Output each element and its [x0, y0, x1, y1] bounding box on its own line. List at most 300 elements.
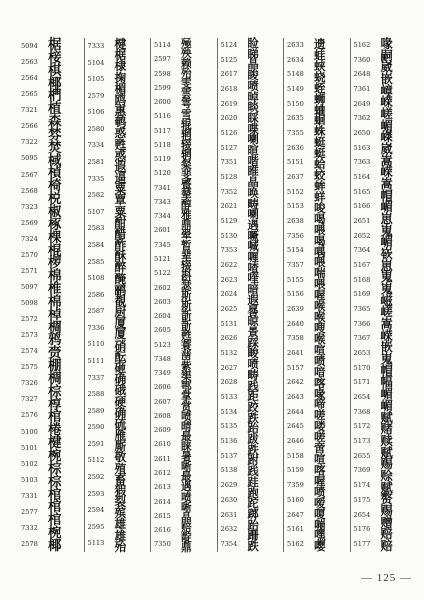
- character-glyph: 嵯: [380, 305, 393, 320]
- character-glyph: 棣: [114, 59, 127, 74]
- character-glyph: 睐: [181, 441, 192, 454]
- character-glyph: 喇: [247, 133, 259, 147]
- code-number: 7361: [353, 85, 371, 94]
- character-glyph: 棵: [48, 229, 62, 246]
- character-glyph: 暄: [247, 144, 259, 158]
- code-number: 2577: [21, 507, 38, 516]
- column-block: [218, 38, 285, 552]
- character-glyph: 嗟: [314, 430, 326, 445]
- character-glyph: 植: [48, 101, 62, 118]
- code-number: 2618: [220, 85, 238, 94]
- code-number: 2591: [87, 439, 105, 448]
- code-number: 2608: [154, 411, 171, 420]
- character-glyph: 嵋: [380, 398, 393, 413]
- character-glyph: 嵚: [380, 247, 393, 262]
- character-glyph: 赋: [380, 445, 393, 460]
- character-glyph: 喑: [314, 364, 326, 379]
- character-glyph: 嵋: [380, 387, 393, 402]
- code-number: 2635: [287, 114, 304, 123]
- character-glyph: 嵩: [380, 153, 393, 168]
- character-glyph: 粟: [114, 182, 127, 197]
- character-glyph: 最: [181, 431, 192, 444]
- character-glyph: 崽: [380, 258, 393, 273]
- character-glyph: 蛑: [314, 178, 326, 193]
- character-glyph: 确: [114, 372, 127, 387]
- character-glyph: 棁: [48, 191, 62, 208]
- character-glyph: 践: [247, 465, 259, 479]
- character-glyph: 睇: [247, 47, 259, 61]
- code-number: 5114: [154, 41, 171, 49]
- character-glyph: 遐: [114, 159, 127, 174]
- character-glyph: 啼: [314, 397, 326, 412]
- character-list: [48, 38, 84, 552]
- character-glyph: 喔: [314, 288, 326, 303]
- code-number: 7362: [353, 114, 371, 123]
- character-glyph: 晰: [181, 461, 192, 474]
- character-glyph: 雪: [181, 108, 192, 121]
- code-number: 5130: [220, 231, 238, 240]
- code-number: 5108: [87, 274, 105, 283]
- code-number: 2599: [154, 83, 171, 92]
- character-glyph: 赎: [380, 433, 393, 448]
- code-number: 5149: [287, 85, 304, 94]
- character-glyph: 赔: [380, 527, 393, 542]
- character-glyph: 距: [247, 390, 259, 404]
- code-number: 7366: [353, 319, 371, 328]
- character-glyph: 嵌: [380, 72, 393, 87]
- character-glyph: 嵋: [380, 235, 393, 250]
- code-number: 5175: [353, 495, 371, 504]
- character-list: [314, 38, 350, 552]
- code-number: 7343: [154, 197, 171, 206]
- code-number: 2647: [287, 510, 304, 519]
- code-number: 2631: [220, 510, 238, 519]
- character-glyph: 棺: [48, 486, 62, 503]
- code-number: 7334: [87, 141, 105, 150]
- character-glyph: 确: [114, 405, 127, 420]
- code-number: 5110: [87, 340, 105, 349]
- code-number: 5162: [353, 41, 371, 49]
- code-number: 2581: [87, 158, 105, 167]
- code-number: 7336: [87, 323, 105, 332]
- character-glyph: 惑: [114, 126, 127, 141]
- character-glyph: 硫: [114, 416, 127, 431]
- code-number: 5105: [87, 75, 105, 84]
- character-glyph: 蛟: [314, 168, 326, 183]
- code-number: 2646: [287, 437, 304, 446]
- character-glyph: 赠: [380, 515, 393, 530]
- code-number: 5103: [21, 475, 38, 484]
- character-glyph: 醉: [114, 260, 127, 275]
- character-glyph: 辇: [181, 189, 192, 202]
- code-number: 2650: [353, 129, 371, 138]
- character-glyph: 雲: [181, 88, 192, 101]
- code-number: 5100: [21, 427, 38, 436]
- code-number: 5128: [220, 173, 238, 182]
- code-number: 2603: [154, 297, 171, 306]
- character-glyph: 畴: [247, 368, 259, 382]
- character-glyph: 椀: [48, 448, 62, 464]
- character-glyph: 遇: [181, 481, 192, 494]
- character-glyph: 厦: [114, 316, 127, 331]
- code-number: 7326: [21, 379, 38, 388]
- code-number: 2582: [87, 191, 105, 200]
- character-glyph: 嵩: [380, 177, 393, 192]
- code-number: 5111: [87, 356, 105, 365]
- character-glyph: 厮: [114, 439, 127, 454]
- character-glyph: 裂: [114, 495, 127, 510]
- character-glyph: 惑: [114, 148, 127, 163]
- character-code-table: [18, 38, 416, 552]
- character-glyph: 喂: [314, 277, 326, 292]
- character-glyph: 喇: [247, 208, 259, 222]
- code-number: 2590: [87, 423, 105, 432]
- character-glyph: 赔: [380, 538, 393, 553]
- code-number: 2639: [287, 305, 304, 314]
- code-number: 2565: [21, 90, 38, 99]
- code-number: 5162: [287, 539, 304, 548]
- code-number: 5117: [154, 126, 171, 135]
- code-number: 2572: [21, 315, 38, 324]
- code-number: 2563: [21, 58, 38, 67]
- code-number: 2570: [21, 250, 38, 259]
- code-number: 7359: [287, 481, 304, 490]
- character-list: [248, 38, 284, 552]
- character-glyph: 殛: [181, 38, 192, 50]
- character-glyph: 酥: [114, 249, 127, 264]
- character-glyph: 榘: [181, 370, 192, 383]
- character-glyph: 殃: [181, 48, 192, 61]
- code-number: 7357: [287, 261, 304, 270]
- code-number: 5132: [220, 349, 238, 358]
- code-number: 2623: [220, 275, 238, 284]
- character-glyph: 啻: [314, 441, 326, 456]
- character-glyph: 喱: [247, 251, 259, 265]
- code-number: 5167: [353, 261, 371, 270]
- code-number: 5166: [353, 202, 371, 211]
- character-glyph: 椒: [48, 203, 62, 220]
- character-glyph: 嗣: [380, 48, 393, 63]
- code-number: 5120: [154, 169, 171, 178]
- character-glyph: 嵋: [380, 118, 393, 133]
- character-glyph: 森: [48, 114, 62, 131]
- character-glyph: 蛤: [314, 157, 326, 172]
- code-number: 5101: [21, 443, 38, 452]
- character-glyph: 唤: [247, 186, 259, 200]
- code-number: 2573: [21, 331, 38, 340]
- code-number: 2616: [154, 526, 171, 535]
- code-number: 7327: [21, 395, 38, 404]
- character-glyph: 嵘: [380, 328, 393, 343]
- code-number: 2566: [21, 122, 38, 131]
- code-number: 5104: [87, 58, 105, 67]
- code-number: 2578: [21, 539, 38, 548]
- character-glyph: 喷: [247, 79, 259, 93]
- code-number: 5159: [287, 466, 304, 475]
- character-glyph: 跌: [247, 443, 259, 457]
- character-glyph: 椅: [48, 178, 62, 195]
- character-glyph: 蓑: [181, 340, 192, 353]
- character-glyph: 崴: [380, 142, 393, 157]
- code-number: 2589: [87, 406, 105, 415]
- code-number: 5135: [220, 422, 238, 431]
- character-glyph: 喉: [314, 331, 326, 346]
- character-glyph: 蛛: [314, 124, 326, 139]
- character-glyph: 楗: [114, 37, 127, 51]
- code-number: 2587: [87, 307, 105, 316]
- character-list: [381, 38, 417, 552]
- code-number: 2600: [154, 98, 171, 107]
- character-glyph: 晰: [181, 501, 192, 514]
- character-glyph: 甦: [181, 330, 192, 343]
- code-number: 2625: [220, 305, 238, 314]
- character-glyph: 酝: [114, 349, 127, 364]
- character-glyph: 斐: [181, 169, 192, 182]
- character-glyph: 椎: [48, 281, 62, 298]
- character-glyph: 棉: [48, 293, 62, 310]
- character-glyph: 辈: [181, 249, 192, 262]
- code-number: 7331: [21, 491, 38, 500]
- character-glyph: 甦: [114, 137, 127, 152]
- character-glyph: 睒: [247, 101, 259, 115]
- character-list: [181, 38, 217, 552]
- code-number: 2619: [220, 99, 238, 108]
- character-glyph: 赋: [380, 480, 393, 495]
- code-number: 7322: [21, 138, 38, 147]
- code-number: 2649: [353, 99, 371, 108]
- character-glyph: 椀: [48, 525, 62, 542]
- character-glyph: 赘: [380, 492, 393, 507]
- code-number: 5168: [353, 275, 371, 284]
- character-glyph: 辊: [181, 118, 192, 131]
- character-glyph: 硪: [114, 383, 127, 398]
- code-number: 5136: [220, 437, 238, 446]
- character-glyph: 逼: [114, 171, 127, 186]
- character-glyph: 斮: [181, 310, 192, 323]
- code-number: 2593: [87, 489, 105, 498]
- code-number: 7335: [87, 174, 105, 183]
- character-glyph: 唆: [314, 200, 326, 215]
- character-glyph: 蹙: [181, 179, 192, 192]
- character-glyph: 崽: [380, 212, 393, 227]
- code-number: 2651: [353, 217, 371, 226]
- character-glyph: 瑟: [181, 279, 192, 292]
- code-number: 7369: [353, 466, 371, 475]
- code-number: 7345: [154, 240, 171, 249]
- character-glyph: 遐: [247, 293, 259, 307]
- character-glyph: 雄: [114, 517, 127, 532]
- code-number: 2610: [154, 440, 171, 449]
- character-glyph: 喀: [314, 375, 326, 390]
- code-number: 5172: [353, 422, 371, 431]
- character-glyph: 喉: [314, 299, 326, 314]
- character-glyph: 喔: [314, 473, 326, 488]
- code-number: 5153: [287, 202, 304, 211]
- character-glyph: 暂: [181, 239, 192, 252]
- character-glyph: 蛲: [314, 69, 326, 84]
- character-glyph: 睬: [247, 111, 259, 125]
- code-number: 7348: [154, 354, 171, 363]
- character-glyph: 厦: [114, 327, 127, 342]
- code-number: 2586: [87, 290, 105, 299]
- character-glyph: 喝: [314, 211, 326, 226]
- code-number: 2605: [154, 326, 171, 335]
- code-number: 7358: [287, 334, 304, 343]
- column-block: [351, 38, 417, 552]
- character-glyph: 赋: [380, 410, 393, 425]
- character-glyph: 敬: [114, 450, 127, 465]
- character-glyph: 遇: [247, 218, 259, 232]
- code-number: 5152: [287, 187, 304, 196]
- code-number: 2638: [287, 217, 304, 226]
- character-glyph: 嵬: [380, 223, 393, 238]
- character-glyph: 嘤: [314, 539, 326, 554]
- character-glyph: 喷: [181, 410, 192, 423]
- code-number: 2598: [154, 69, 171, 78]
- character-glyph: 粟: [114, 204, 127, 219]
- character-glyph: 赖: [181, 58, 192, 71]
- code-number: 7356: [287, 231, 304, 240]
- character-glyph: 雄: [114, 528, 127, 543]
- code-number: 5176: [353, 525, 371, 534]
- code-number: 5097: [21, 282, 38, 291]
- code-number: 7324: [21, 234, 38, 243]
- character-glyph: 喧: [314, 452, 326, 467]
- character-glyph: 踯: [247, 507, 259, 521]
- character-glyph: 晶: [247, 176, 259, 190]
- code-number: 2643: [287, 393, 304, 402]
- character-glyph: 跚: [247, 529, 259, 543]
- character-glyph: 蛘: [314, 189, 326, 204]
- character-glyph: 嵬: [380, 352, 393, 367]
- character-glyph: 掌: [181, 390, 192, 403]
- code-number: 2588: [87, 390, 105, 399]
- code-number: 5171: [353, 378, 371, 387]
- character-glyph: 嵩: [380, 317, 393, 332]
- character-glyph: 雅: [181, 209, 192, 222]
- character-glyph: 嘿: [314, 528, 326, 543]
- code-number: 2632: [220, 525, 238, 534]
- code-number: 5129: [220, 217, 238, 226]
- character-glyph: 惠: [114, 104, 127, 119]
- code-list: [88, 38, 115, 552]
- code-number: 5173: [353, 437, 371, 446]
- code-number: 2615: [154, 511, 171, 520]
- code-number: 5122: [154, 269, 171, 278]
- character-glyph: 嵌: [380, 340, 393, 355]
- character-glyph: 嵥: [380, 130, 393, 145]
- character-glyph: 喈: [247, 154, 259, 168]
- code-number: 5177: [353, 539, 371, 548]
- code-number: 2624: [220, 290, 238, 299]
- code-number: 2621: [220, 202, 238, 211]
- code-number: 2644: [287, 407, 304, 416]
- character-glyph: 睢: [247, 165, 259, 179]
- character-glyph: 蜓: [314, 135, 326, 150]
- code-number: 2652: [353, 231, 371, 240]
- code-number: 5169: [353, 290, 371, 299]
- code-number: 2629: [220, 481, 238, 490]
- code-number: 7333: [87, 42, 105, 50]
- character-glyph: 蛐: [314, 102, 326, 117]
- character-glyph: 椐: [48, 37, 62, 53]
- character-glyph: 崴: [380, 60, 393, 75]
- column-block: [284, 38, 351, 552]
- code-number: 2642: [287, 378, 304, 387]
- column-block: [18, 38, 85, 552]
- code-number: 7354: [220, 539, 238, 548]
- code-list: [154, 38, 181, 552]
- code-number: 2630: [220, 495, 238, 504]
- character-glyph: 辋: [181, 128, 192, 141]
- code-number: 5165: [353, 187, 371, 196]
- character-glyph: 覃: [114, 193, 127, 208]
- character-glyph: 楨: [48, 165, 62, 182]
- page-number: — 125 —: [361, 572, 412, 584]
- character-glyph: 椆: [48, 370, 62, 387]
- character-glyph: 喀: [314, 462, 326, 477]
- character-glyph: 凿: [181, 350, 192, 363]
- character-glyph: 景: [247, 325, 259, 339]
- character-glyph: 帽: [380, 363, 393, 378]
- code-number: 5125: [220, 55, 238, 64]
- code-number: 2614: [154, 497, 171, 506]
- code-number: 7344: [154, 212, 171, 221]
- code-number: 5131: [220, 319, 238, 328]
- code-number: 2654: [353, 510, 371, 519]
- character-glyph: 蜓: [314, 146, 326, 161]
- code-number: 7364: [353, 246, 371, 255]
- code-number: 2628: [220, 378, 238, 387]
- character-glyph: 喳: [247, 261, 259, 275]
- code-number: 5095: [21, 154, 38, 163]
- character-glyph: 跎: [247, 497, 259, 511]
- character-glyph: 醋: [114, 226, 127, 241]
- character-glyph: 紫: [181, 360, 192, 373]
- code-list: [21, 38, 48, 552]
- character-glyph: 晷: [247, 304, 259, 318]
- code-number: 5112: [87, 456, 105, 465]
- code-number: 2594: [87, 506, 105, 515]
- code-number: 2574: [21, 347, 38, 356]
- character-glyph: 猳: [114, 483, 127, 498]
- character-glyph: 鹂: [114, 282, 127, 297]
- character-glyph: 嗄: [314, 506, 326, 521]
- character-glyph: 棕: [48, 460, 62, 477]
- character-glyph: 跑: [247, 486, 259, 500]
- code-number: 7349: [154, 369, 171, 378]
- character-glyph: 跆: [247, 422, 259, 436]
- character-glyph: 睃: [247, 69, 259, 83]
- code-number: 7368: [353, 407, 371, 416]
- character-glyph: 棫: [48, 152, 62, 169]
- character-glyph: 跌: [247, 540, 259, 554]
- code-number: 5123: [154, 340, 171, 349]
- character-glyph: 鄂: [181, 380, 192, 393]
- character-glyph: 喷: [314, 353, 326, 368]
- character-glyph: 睑: [247, 37, 259, 50]
- code-number: 2633: [287, 41, 304, 49]
- character-glyph: 掬: [114, 70, 127, 85]
- character-glyph: 鼎: [181, 541, 192, 554]
- code-number: 5127: [220, 143, 238, 152]
- character-glyph: 棕: [48, 473, 62, 490]
- code-number: 2654: [353, 393, 371, 402]
- character-glyph: 最: [181, 471, 192, 484]
- character-glyph: 晶: [181, 511, 192, 524]
- character-glyph: 椰: [48, 537, 62, 554]
- code-number: 2641: [287, 349, 304, 358]
